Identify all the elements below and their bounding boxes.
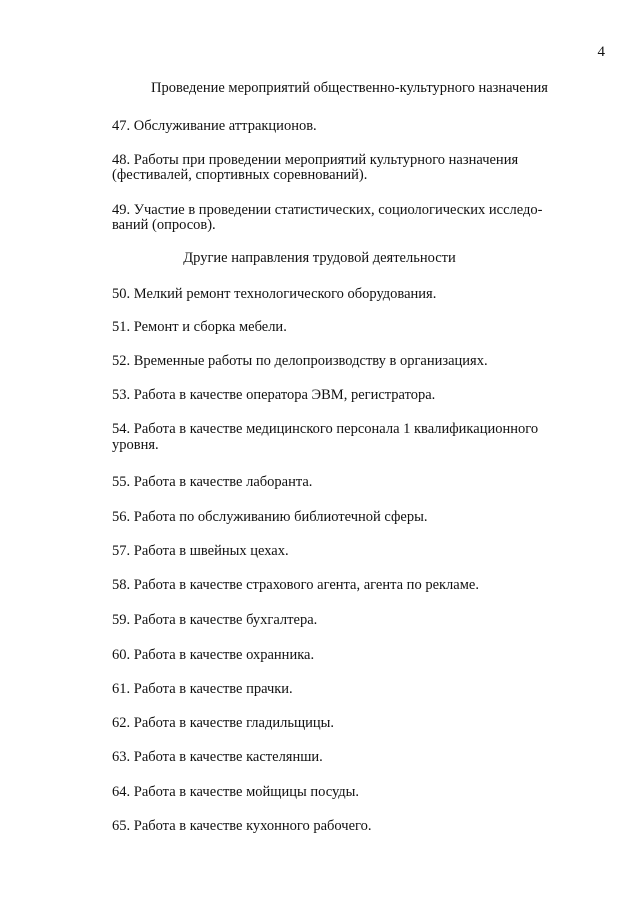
list-item-continuation: ваний (опросов). <box>112 217 216 233</box>
list-item: 51. Ремонт и сборка мебели. <box>112 319 287 335</box>
section-heading: Проведение мероприятий общественно-культурного назначения <box>151 80 548 96</box>
list-item: 52. Временные работы по делопроизводству в организациях. <box>112 353 488 369</box>
list-item: 61. Работа в качестве прачки. <box>112 681 293 697</box>
list-item-continuation: (фестивалей, спортивных соревнований). <box>112 167 368 183</box>
list-item-continuation: уровня. <box>112 437 159 453</box>
list-item: 56. Работа по обслуживанию библиотечной сферы. <box>112 509 428 525</box>
list-item: 48. Работы при проведении мероприятий культурного назначения <box>112 152 519 168</box>
list-item: 49. Участие в проведении статистических, социологических исследо- <box>112 202 543 218</box>
list-item: 58. Работа в качестве страхового агента, агента по рекламе. <box>112 577 479 593</box>
page-number: 4 <box>597 44 605 60</box>
list-item: 63. Работа в качестве кастелянши. <box>112 749 323 765</box>
list-item: 50. Мелкий ремонт технологического оборудования. <box>112 286 437 302</box>
list-item: 57. Работа в швейных цехах. <box>112 543 289 559</box>
list-item: 54. Работа в качестве медицинского персонала 1 квалификационного <box>112 421 539 437</box>
list-item: 62. Работа в качестве гладильщицы. <box>112 715 335 731</box>
list-item: 55. Работа в качестве лаборанта. <box>112 474 313 490</box>
list-item: 64. Работа в качестве мойщицы посуды. <box>112 784 360 800</box>
list-item: 47. Обслуживание аттракционов. <box>112 118 317 134</box>
section-heading: Другие направления трудовой деятельности <box>183 250 456 266</box>
list-item: 65. Работа в качестве кухонного рабочего. <box>112 818 372 834</box>
list-item: 53. Работа в качестве оператора ЭВМ, регистратора. <box>112 387 436 403</box>
list-item: 59. Работа в качестве бухгалтера. <box>112 612 318 628</box>
list-item: 60. Работа в качестве охранника. <box>112 647 315 663</box>
